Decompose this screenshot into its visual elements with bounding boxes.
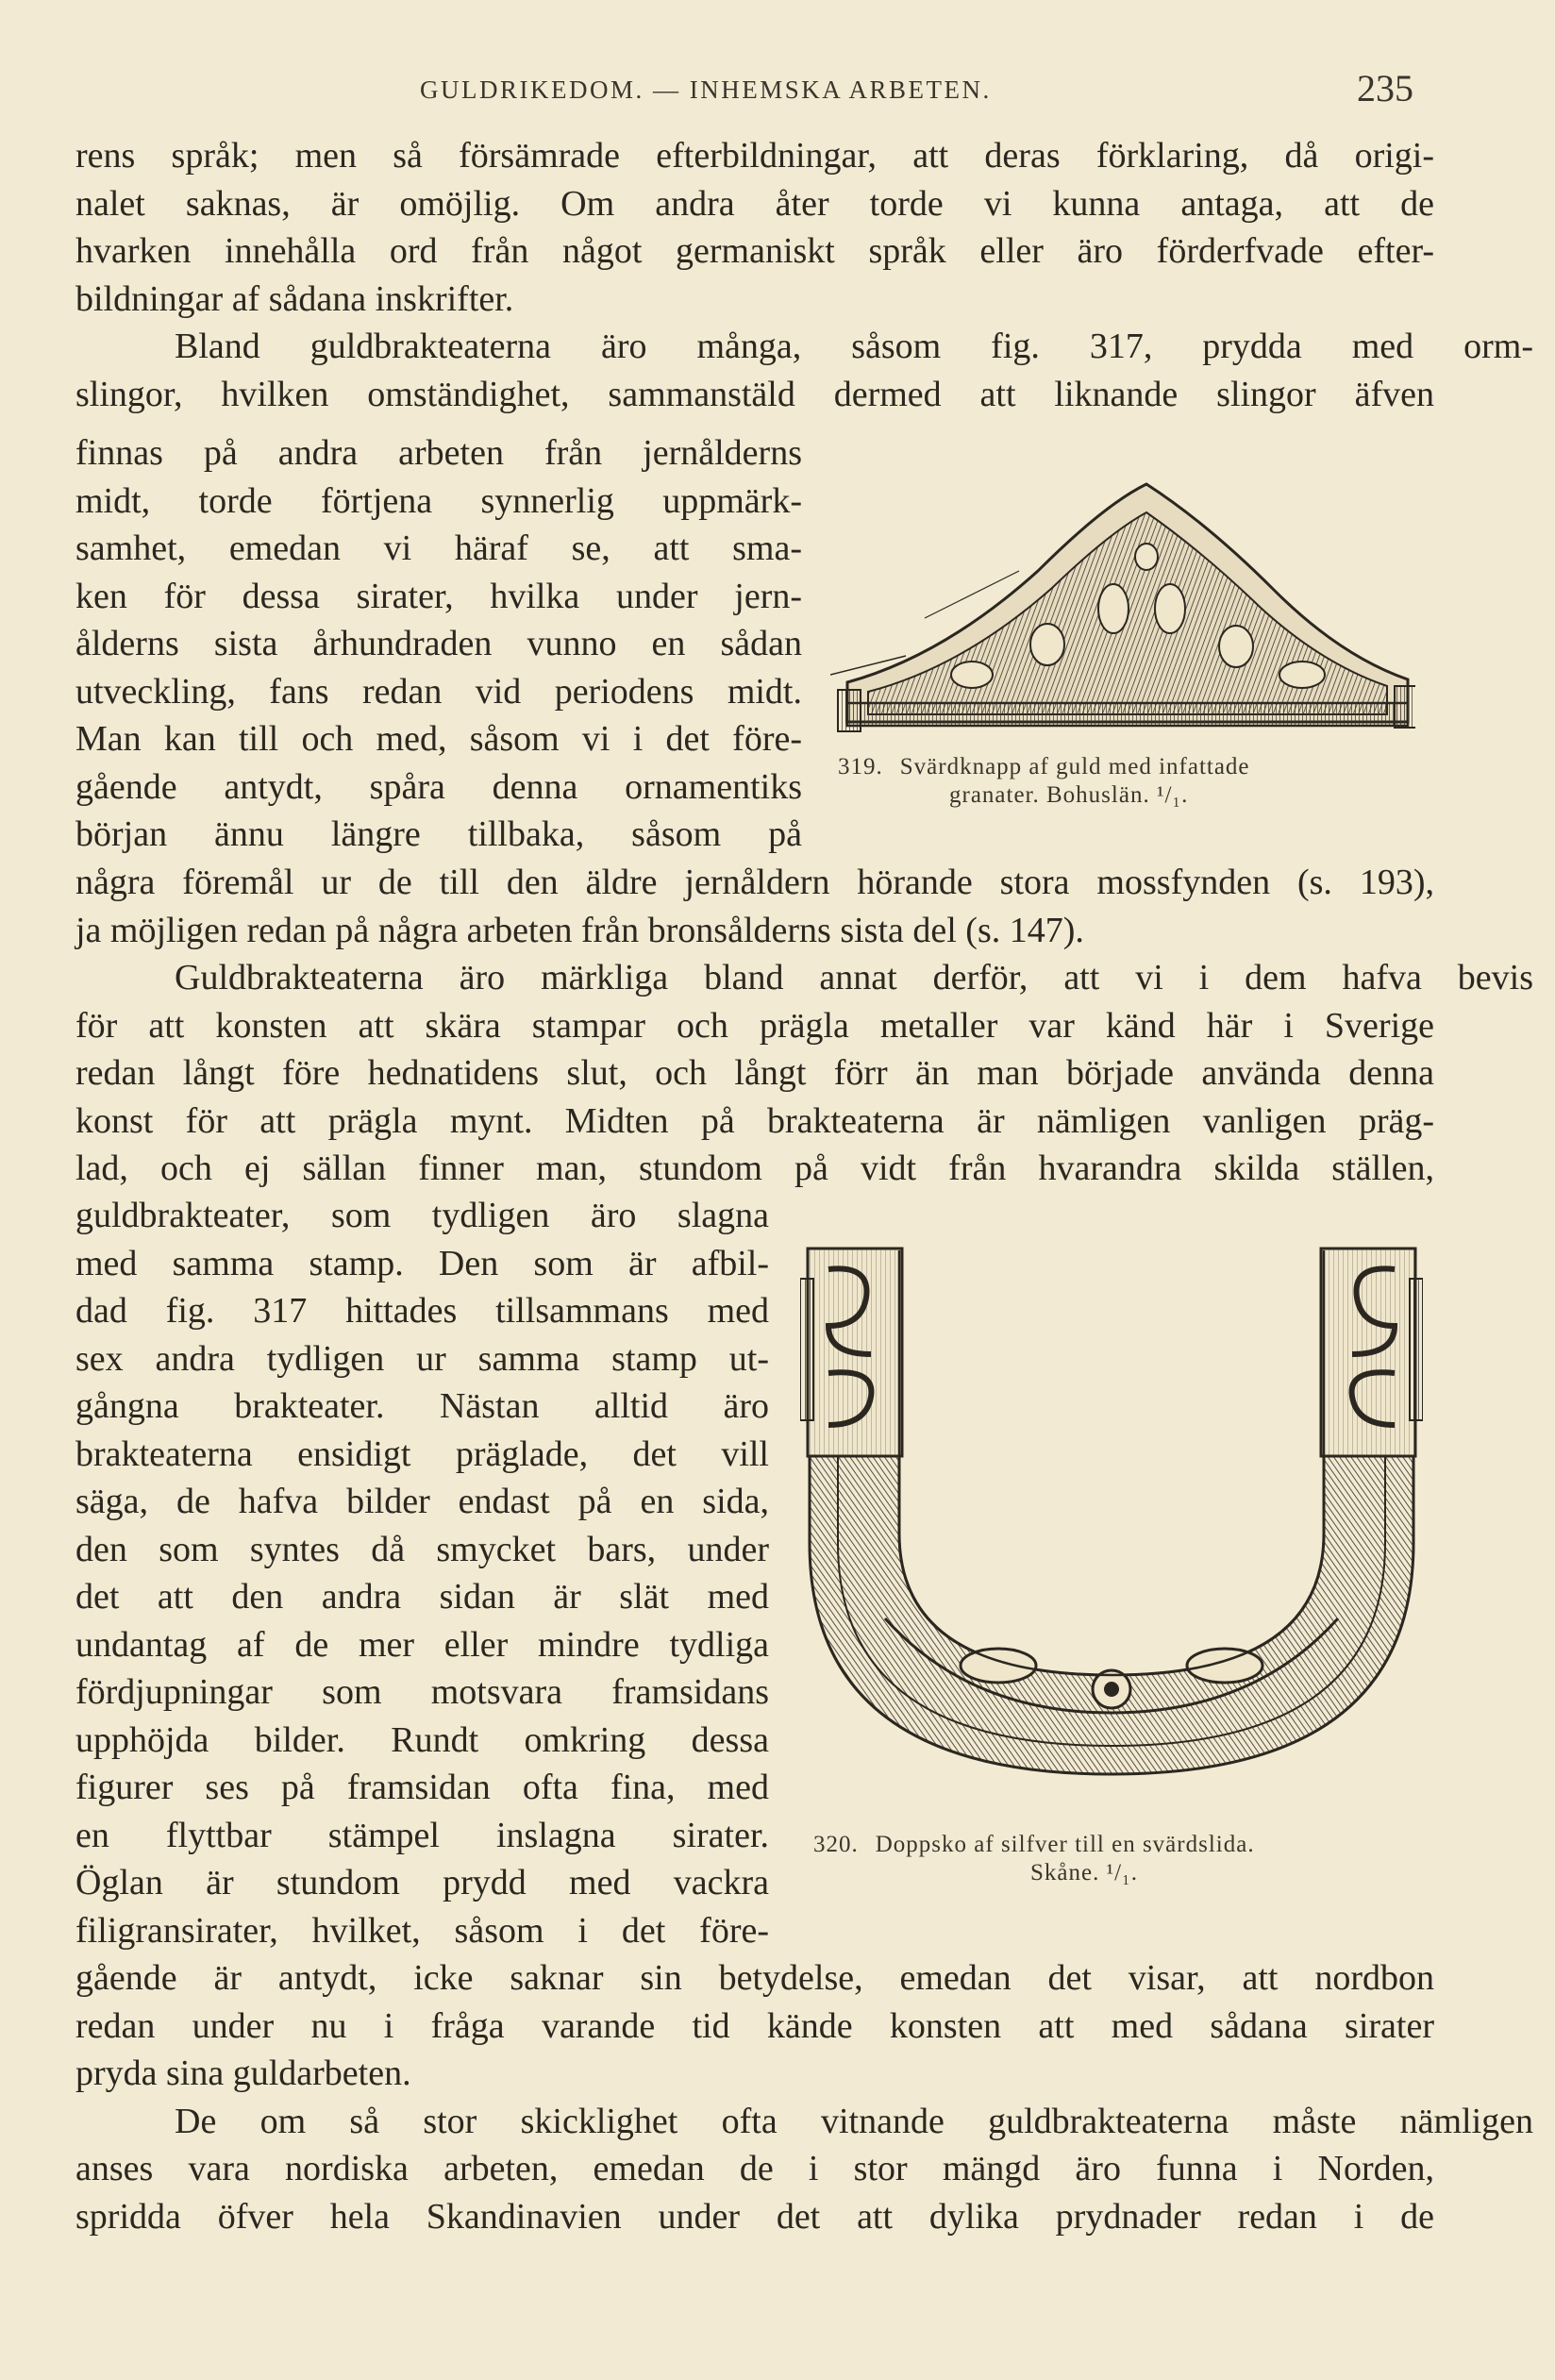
paragraph-block-3 bbox=[75, 859, 1533, 1193]
text-line: De om så stor skicklighet ofta vitnande guldbrakteaterna måste nämligen bbox=[175, 2101, 1533, 2141]
paragraph-block-5 bbox=[75, 1954, 1533, 2240]
figure-320-caption bbox=[813, 1831, 1417, 1887]
text-line: Guldbrakteaterna äro märkliga bland annat derför, att vi i dem hafva bevis bbox=[175, 958, 1533, 997]
scabbard-chape-illustration bbox=[800, 1222, 1423, 1788]
text-line: lad, och ej sällan finner man, stundom på vidt från hvarandra skilda ställen, bbox=[75, 1148, 1434, 1188]
text-line: guldbrakteater, som tydligen äro slagna bbox=[75, 1196, 769, 1235]
running-head bbox=[0, 66, 1555, 113]
text-line: gångna brakteater. Nästan alltid äro bbox=[75, 1386, 769, 1426]
text-line: Bland guldbrakteaterna äro många, såsom fig. 317, prydda med orm- bbox=[175, 327, 1533, 366]
sword-pommel-illustration bbox=[830, 467, 1415, 750]
text-line: redan under nu i fråga varande tid kände konsten att med sådana sirater bbox=[75, 2005, 1434, 2046]
text-line: undantag af de mer eller mindre tydliga bbox=[75, 1624, 769, 1665]
figure-319-caption bbox=[838, 753, 1423, 810]
text-line: gående är antydt, icke saknar sin betydelse, emedan det visar, att nordbon bbox=[75, 1958, 1434, 1998]
text-line: fördjupningar som motsvara framsidans bbox=[75, 1672, 769, 1712]
text-line: säga, de hafva bilder endast på en sida, bbox=[75, 1482, 769, 1521]
caption-text: granater. Bohuslän. ¹/₁. bbox=[949, 782, 1189, 808]
caption-text: Skåne. ¹/₁. bbox=[1030, 1860, 1139, 1886]
text-line: ålderns sista århundraden vunno en sådan bbox=[75, 624, 802, 663]
text-line: upphöjda bilder. Rundt omkring dessa bbox=[75, 1719, 769, 1760]
caption-text: Svärdknapp af guld med infattade bbox=[899, 754, 1250, 779]
text-line: några föremål ur de till den äldre jernåldern hörande stora mossfynden (s. 193), bbox=[75, 863, 1434, 902]
text-line: det att den andra sidan är slät med bbox=[75, 1577, 769, 1617]
text-line: finnas på andra arbeten från jernålderns bbox=[75, 433, 802, 473]
text-line: midt, torde förtjena synnerlig uppmärk- bbox=[75, 480, 802, 521]
text-line: rens språk; men så försämrade efterbildningar, att deras förklaring, då origi- bbox=[75, 136, 1434, 176]
caption-text: Doppsko af silfver till en svärdslida. bbox=[875, 1832, 1255, 1857]
figure-320-scabbard-chape bbox=[800, 1222, 1423, 1788]
text-line: ja möjligen redan på några arbeten från bronsålderns sista del (s. 147). bbox=[75, 910, 1084, 950]
text-line: konst för att prägla mynt. Midten på brakteaterna är nämligen vanligen präg- bbox=[75, 1100, 1434, 1141]
text-line: brakteaterna ensidigt präglade, det vill bbox=[75, 1433, 769, 1474]
text-line: filigransirater, hvilket, såsom i det före- bbox=[75, 1910, 769, 1951]
figure-number: 320. bbox=[813, 1832, 859, 1857]
text-line: gående antydt, spåra denna ornamentiks bbox=[75, 766, 802, 807]
text-line: anses vara nordiska arbeten, emedan de i stor mängd äro funna i Norden, bbox=[75, 2149, 1434, 2188]
running-head-title: GULDRIKEDOM. — INHEMSKA ARBETEN. bbox=[420, 75, 992, 104]
text-line: sex andra tydligen ur samma stamp ut- bbox=[75, 1338, 769, 1379]
text-line: början ännu längre tillbaka, såsom på bbox=[75, 814, 802, 854]
text-line: redan långt före hednatidens slut, och långt förr än man började använda denna bbox=[75, 1053, 1434, 1093]
text-line: för att konsten att skära stampar och prägla metaller var känd här i Sverige bbox=[75, 1005, 1434, 1046]
text-line: hvarken innehålla ord från något germaniskt språk eller äro förderfvade efter- bbox=[75, 231, 1434, 271]
text-line: nalet saknas, är omöjlig. Om andra åter torde vi kunna antaga, att de bbox=[75, 183, 1434, 224]
text-line: utveckling, fans redan vid periodens midt. bbox=[75, 671, 802, 712]
text-line: dad fig. 317 hittades tillsammans med bbox=[75, 1291, 769, 1331]
text-line: slingor, hvilken omständighet, sammanstäld dermed att liknande slingor äfven bbox=[75, 374, 1434, 414]
figure-number: 319. bbox=[838, 754, 883, 779]
figure-319-sword-pommel bbox=[830, 467, 1415, 750]
text-line: Man kan till och med, såsom vi i det före- bbox=[75, 719, 802, 759]
text-line: med samma stamp. Den som är afbil- bbox=[75, 1243, 769, 1283]
text-line: bildningar af sådana inskrifter. bbox=[75, 278, 514, 319]
text-line: pryda sina guldarbeten. bbox=[75, 2053, 411, 2093]
text-line: figurer ses på framsidan ofta fina, med bbox=[75, 1768, 769, 1807]
text-line: samhet, emedan vi häraf se, att sma- bbox=[75, 528, 802, 568]
text-line: Öglan är stundom prydd med vackra bbox=[75, 1863, 769, 1902]
text-line: en flyttbar stämpel inslagna sirater. bbox=[75, 1815, 769, 1855]
page-number: 235 bbox=[1357, 67, 1413, 109]
text-line: ken för dessa sirater, hvilka under jern- bbox=[75, 576, 802, 616]
text-line: spridda öfver hela Skandinavien under det att dylika prydnader redan i de bbox=[75, 2196, 1434, 2237]
text-line: den som syntes då smycket bars, under bbox=[75, 1529, 769, 1569]
paragraph-block-1 bbox=[75, 132, 1533, 418]
